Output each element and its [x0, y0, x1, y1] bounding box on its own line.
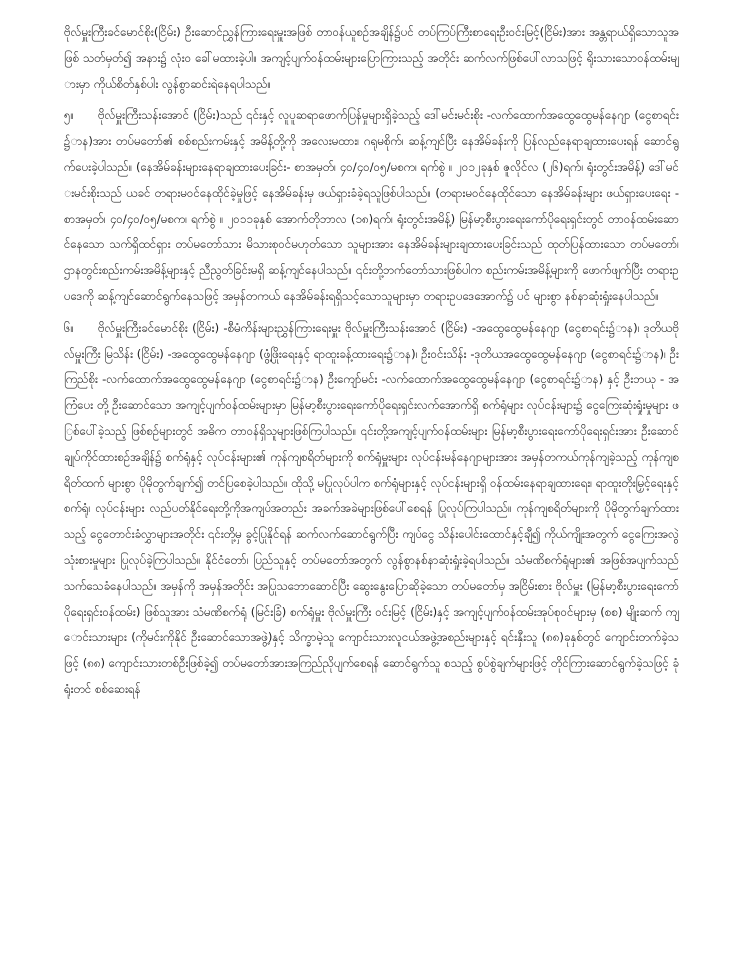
paragraph-6	[64, 316, 679, 703]
paragraph-intro	[64, 20, 679, 97]
paragraph-number: ၅။	[64, 108, 75, 123]
paragraph-text: ဗိုလ်မှူးကြီးခင်မောင်စိုး (ငြိမ်း) -စီမံကိန်းများညွှန်ကြားရေးမှူး ဗိုလ်မှူးကြီးသန်းအောင် (ငြိမ်း) -အထွေထွေမန်နေဂျာ (ငွေစာရင်း၌ာန)၊ ဒုတိယဗိုလ်မှူးကြီး မြသိန်း (ငြိမ်း) -အထွေထွေမန်နေဂျာ (ဖွံ့ဖြိုးရေးနှင့် ရာထူးခန့်ထားရေး၌ာန)၊ ဦးဝင်းသိန်း -ဒုတိယအထွေထွေမန်နေဂျာ (ငွေစာရင်း၌ာန)၊ ဦးကြည်စိုး -လက်ထောက်အထွေထွေမန်နေဂျာ (ငွေစာရင်း၌ာန) ဦးကျော်မင်း -လက်ထောက်အထွေထွေမန်နေဂျာ (ငွေစာရင်း၌ာန) နှင့် ဦးဘယု - အကြံပေး တို့ ဦးဆောင်သော အကျင့်ပျက်ဝန်ထမ်းများမှာ မြန်မာ့စီးပွားရေးကော်ပိုရေးရှင်းလက်အောက်ရှိ စက်ရုံများ လုပ်ငန်းများ၌ ငွေကြေးဆုံးရှုံးမှုများ ဖြစ်ပေါ်ခဲ့သည့် ဖြစ်စဉ်များတွင် အဓိက တာဝန်ရှိသူများဖြစ်ကြပါသည်။ ၎င်းတို့အကျင့်ပျက်ဝန်ထမ်းများ မြန်မာ့စီးပွားရေးကော်ပိုရေးရှင်းအား ဦးဆောင်ချုပ်ကိုင်ထားစဉ်အချိန်၌ စက်ရုံနှင့် လုပ်ငန်းများ၏ ကုန်ကျစရိတ်များကို စက်ရုံမှူးများ လုပ်ငန်းမန်နေဂျာများအား အမှန်တကယ်ကုန်ကျခဲ့သည့် ကုန်ကျစရိတ်ထက် များစွာ ပိုမိုတွက်ချက်၍ တင်ပြစေခဲ့ပါသည်။ ထိုသို့ မပြုလုပ်ပါက စက်ရုံများနှင့် လုပ်ငန်းများရှိ ဝန်ထမ်းနေရာချထားရေး၊ ရာထူးတိုးမြှင့်ရေးနှင့်စက်ရုံ၊ လုပ်ငန်းများ လည်ပတ်နိုင်ရေးတို့ကိုအကျပ်အတည်း အခက်အခဲများဖြစ်ပေါ်စေရန် ပြုလုပ်ကြပါသည်။ ကုန်ကျစရိတ်များကို ပိုမိုတွက်ချက်ထားသည့် ငွေတောင်းခံလွှာများအတိုင်း ၎င်းတို့မှ ခွင့်ပြုနိုင်ရန် ဆက်လက်ဆောင်ရွက်ပြီး ကျပ်ငွေ သိန်းပေါင်းထောင်နှင့်ချီ၍ ကိုယ်ကျိုးအတွက် ငွေကြေးအလွဲသုံးစားမှုများ ပြုလုပ်ခဲ့ကြပါသည်။ နိုင်ငံတော်၊ ပြည်သူနှင့် တပ်မတော်အတွက် လွန်စွာနစ်နာဆုံးရှုံးခဲ့ရပါသည်။ သံမဏိစက်ရုံများ၏ အဖြစ်အပျက်သည် သက်သေခံနေပါသည်။ အမှန်ကို အမှန်အတိုင်း အပြုသဘောဆောင်ပြီး ဆွေးနွေးပြောဆိုခဲ့သော တပ်မတော်မှ အငြိမ်းစား ဗိုလ်မှူး (မြန်မာ့စီးပွားရေးကော်ပိုရေးရှင်းဝန်ထမ်း) ဖြစ်သူအား သံမဏိစက်ရုံ (မြင်းခြံ) စက်ရုံမှူး ဗိုလ်မှူးကြီး ဝင်းမြင့် (ငြိမ်း)နှင့် အကျင့်ပျက်ဝန်ထမ်းအုပ်စုဝင်များမှ (စစ) မျိုးဆက် ကျောင်းသားများ (ကိုမင်းကိုနိုင် ဦးဆောင်သောအဖွဲ့)နှင့် သိက္ခာမဲ့သူ ကျောင်းသားလူငယ်အဖွဲ့အစည်းများနှင့် ရင်းနှီးသူ (၈၈)ခုနှစ်တွင် ကျောင်းတက်ခဲ့သဖြင့် (၈၈) ကျောင်းသားတစ်ဦးဖြစ်ခဲ့၍ တပ်မတော်အားအကြည်ညိုပျက်စေရန် ဆောင်ရွက်သူ စသည့် စွပ်စွဲချက်များဖြင့် တိုင်ကြားဆောင်ရွက်ခဲ့သဖြင့် ခုံရုံးတင် စစ်ဆေးရန်	[64, 320, 679, 696]
paragraph-text: ဗိုလ်မှူးကြီးသန်းအောင် (ငြိမ်း)သည် ၎င်းနှင့် လူပူဆရာဖောက်ပြန်မှုများရှိခဲ့သည့် ဒေါ်မင်းမင်းစိုး -လက်ထောက်အထွေထွေမန်နေဂျာ (ငွေစာရင်း၌ာန)အား တပ်မတော်၏ စစ်စည်းကမ်းနှင့် အမိန့်တို့ကို အလေးမထား၊ ဂရုမစိုက်၊ ဆန့်ကျင်ပြီး နေအိမ်ခန်းကို ပြန်လည်နေရာချထားပေးရန် ဆောင်ရွက်ပေးခဲ့ပါသည်။ (နေအိမ်ခန်းများနေရာချထားပေးခြင်း- စာအမှတ်၊ ၄၀/၄၀/၀၅/မစက၊ ရက်စွဲ ။ ၂၀၁၂ခုနှစ် ဇူလိုင်လ (၂၆)ရက်၊ ရုံးတွင်းအမိန့်) ဒေါ်မင်းမင်းစိုးသည် ယခင် တရားမဝင်နေထိုင်ခဲ့မှုဖြင့် နေအိမ်ခန်းမှ ဖယ်ရှားခံခဲ့ရသူဖြစ်ပါသည်။ (တရားမဝင်နေထိုင်သော နေအိမ်ခန်းများ ဖယ်ရှားပေးရေး - စာအမှတ်၊ ၄၀/၄၀/၀၅/မစက၊ ရက်စွဲ ။ ၂၀၁၁ခုနှစ် အောက်တိုဘာလ (၁၈)ရက်၊ ရုံးတွင်းအမိန့်) မြန်မာ့စီးပွားရေးကော်ပိုရေးရှင်းတွင် တာဝန်ထမ်းဆောင်နေသော သက်ရှိထင်ရှား တပ်မတော်သား မိသားစုဝင်မဟုတ်သော သူများအား နေအိမ်ခန်းများချထားပေးခြင်းသည် ထုတ်ပြန်ထားသော တပ်မတော်၊ ဌာနတွင်းစည်းကမ်းအမိန့်များနှင့် ညီညွတ်ခြင်းမရှိ ဆန့်ကျင်နေပါသည်။ ၎င်းတို့ဘက်တော်သားဖြစ်ပါက စည်းကမ်းအမိန့်များကို ဖောက်ဖျက်ပြီး တရားဥပဒေကို ဆန့်ကျင်ဆောင်ရွက်နေသဖြင့် အမှန်တကယ် နေအိမ်ခန်းရရှိသင့်သောသူများမှာ တရားဥပဒေအောက်၌ ပင် များစွာ နစ်နာဆုံးရှုံးနေပါသည်။	[64, 108, 679, 303]
paragraph-5	[64, 103, 679, 309]
paragraph-number: ၆။	[64, 320, 75, 335]
paragraph-text: ဗိုလ်မှူးကြီးခင်မောင်စိုး(ငြိမ်း) ဦးဆောင်ညွှန်ကြားရေးမှူးအဖြစ် တာဝန်ယူစဉ်အချိန်၌ပင် တပ်ကြပ်ကြီးစာရေးဦးဝင်းမြင့်(ငြိမ်း)အား အန္တရာယ်ရှိသောသူအဖြစ် သတ်မှတ်၍ အနား၌ လုံးဝ ခေါ်မထားခဲ့ပါ။ အကျင့်ပျက်ဝန်ထမ်းများပြောကြားသည့် အတိုင်း ဆက်လက်ဖြစ်ပေါ်လာသဖြင့် ရိုးသားသောဝန်ထမ်းများမှာ ကိုယ်စိတ်နှစ်ပါး လွန်စွာဆင်းရဲနေရပါသည်။	[64, 25, 679, 91]
